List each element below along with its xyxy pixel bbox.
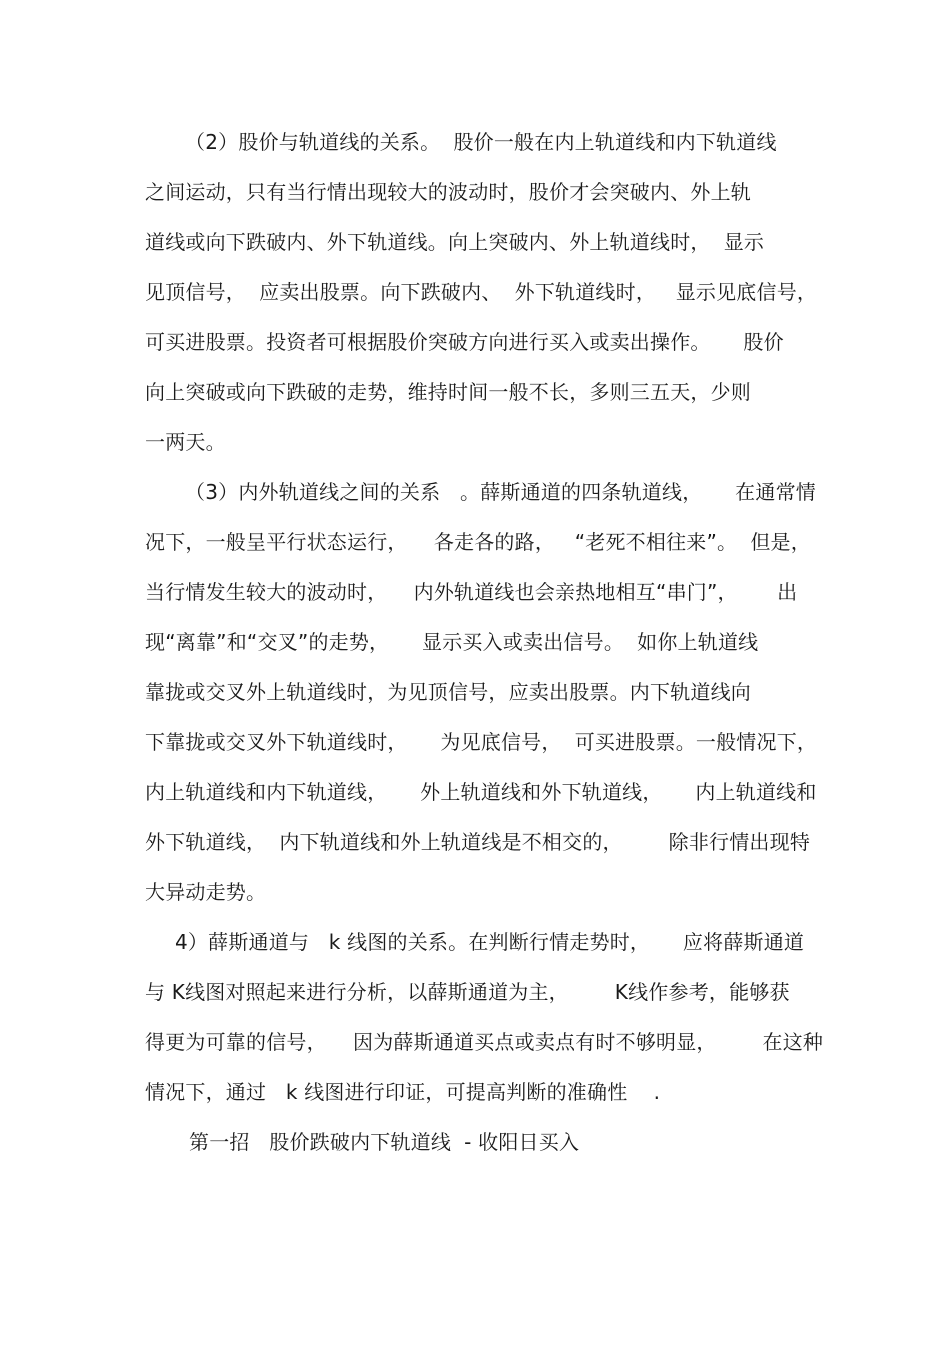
- paragraph-2-line-7: 一两天。: [145, 430, 226, 454]
- paragraph-3-line-3: 当行情发生较大的波动时， 内外轨道线也会亲热地相互“串门”， 出: [145, 580, 798, 604]
- paragraph-3-line-8: 外下轨道线， 内下轨道线和外上轨道线是不相交的， 除非行情出现特: [145, 830, 811, 854]
- paragraph-4-line-1: 4）薛斯通道与 k 线图的关系。在判断行情走势时， 应将薛斯通道: [175, 930, 805, 954]
- paragraph-2-line-3: 道线或向下跌破内、外下轨道线。向上突破内、外上轨道线时， 显示: [145, 230, 765, 254]
- paragraph-3-line-4: 现“离靠”和“交叉”的走势， 显示买入或卖出信号。 如你上轨道线: [145, 630, 759, 654]
- paragraph-2-line-4: 见顶信号， 应卖出股票。向下跌破内、 外下轨道线时， 显示见底信号，: [145, 280, 818, 304]
- paragraph-4-line-3: 得更为可靠的信号， 因为薛斯通道买点或卖点有时不够明显， 在这种: [145, 1030, 824, 1054]
- paragraph-3-line-7: 内上轨道线和内下轨道线， 外上轨道线和外下轨道线， 内上轨道线和: [145, 780, 817, 804]
- paragraph-3-line-6: 下靠拢或交叉外下轨道线时， 为见底信号， 可买进股票。一般情况下，: [145, 730, 818, 754]
- paragraph-3-line-9: 大异动走势。: [145, 880, 267, 904]
- paragraph-3-line-5: 靠拢或交叉外上轨道线时，为见顶信号，应卖出股票。内下轨道线向: [145, 680, 751, 704]
- paragraph-3-line-2: 况下，一般呈平行状态运行， 各走各的路， “老死不相往来”。 但是，: [145, 530, 811, 554]
- paragraph-2-line-2: 之间运动，只有当行情出现较大的波动时，股价才会突破内、外上轨: [145, 180, 751, 204]
- paragraph-4-line-2: 与 K线图对照起来进行分析，以薛斯通道为主， K线作参考，能够获: [145, 980, 790, 1004]
- section-heading: 第一招 股价跌破内下轨道线 - 收阳日买入: [189, 1130, 580, 1154]
- paragraph-2-line-6: 向上突破或向下跌破的走势，维持时间一般不长，多则三五天，少则: [145, 380, 751, 404]
- paragraph-3-line-1: （3）内外轨道线之间的关系 。薛斯通道的四条轨道线， 在通常情: [185, 480, 816, 504]
- paragraph-4-line-4: 情况下，通过 k 线图进行印证，可提高判断的准确性 .: [145, 1080, 661, 1104]
- paragraph-2-line-5: 可买进股票。投资者可根据股价突破方向进行买入或卖出操作。 股价: [145, 330, 784, 354]
- paragraph-2-line-1: （2）股价与轨道线的关系。 股价一般在内上轨道线和内下轨道线: [185, 130, 777, 154]
